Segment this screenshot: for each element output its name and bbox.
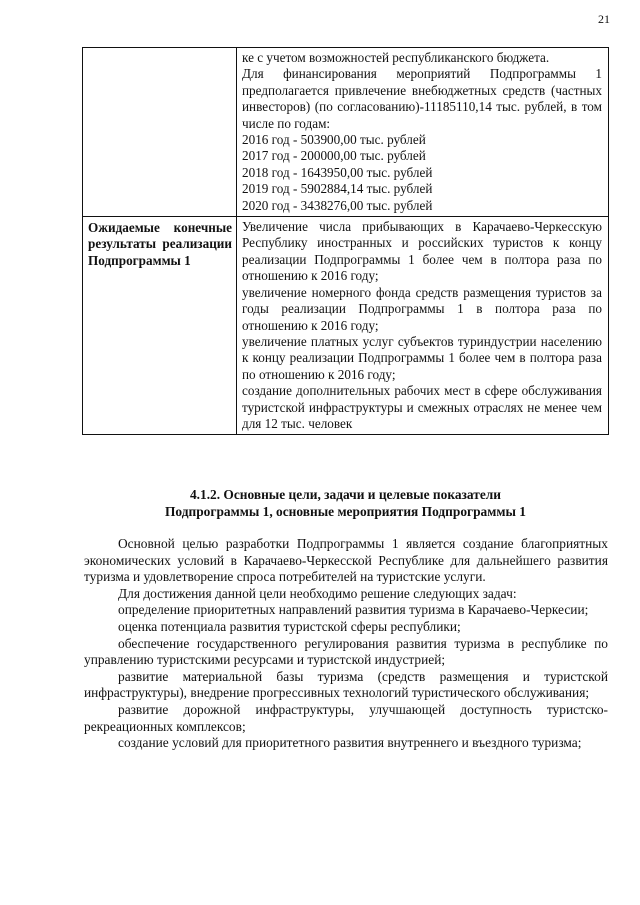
paragraph: Для достижения данной цели необходимо решение следующих задач:	[118, 585, 517, 601]
funding-text-line: Для финансирования мероприятий Подпрограммы 1 предполагается привлечение внебюджетных средств (частных инвесторов) (по согласованию)-11185110,14 тыс. рублей, в том числе по годам:	[242, 66, 602, 131]
paragraph: Основной целью разработки Подпрограммы 1 является создание благоприятных экономических условий в Карачаево-Черкесской Республике для дальнейшего развития туризма и удовлетворение спроса потребителей на туристские услуги.	[84, 536, 608, 585]
table-cell-label	[83, 48, 237, 217]
task-item: создание условий для приоритетного развития внутреннего и въездного туризма;	[118, 735, 582, 751]
section-heading	[82, 486, 609, 520]
row-label	[83, 48, 236, 51]
funding-year-line: 2016 год - 503900,00 тыс. рублей	[242, 132, 426, 148]
table-cell-content	[237, 48, 609, 217]
table-cell-content	[237, 217, 609, 435]
table-row	[83, 217, 609, 435]
task-item: развитие материальной базы туризма (средств размещения и туристской инфраструктуры), внедрение прогрессивных технологий туристического обслуживания;	[84, 668, 608, 701]
task-item: обеспечение государственного регулирования развития туризма в республике по управлению туристскими ресурсами и туристской индустрией;	[84, 635, 608, 668]
funding-year-line: 2017 год - 200000,00 тыс. рублей	[242, 148, 426, 164]
expected-result-item: Увеличение числа прибывающих в Карачаево-Черкесскую Республику иностранных и российских туристов к концу реализации Подпрограммы 1 более чем в полтора раза по отношению к 2016 году;	[242, 219, 602, 284]
subprogram-passport-table	[82, 47, 609, 435]
page-number: 21	[598, 12, 610, 26]
expected-result-item: создание дополнительных рабочих мест в сфере обслуживания туристской инфраструктуры и смежных отраслях не менее чем для 12 тыс. человек	[242, 383, 602, 431]
section-heading-line: 4.1.2. Основные цели, задачи и целевые показатели	[189, 487, 502, 502]
task-item: определение приоритетных направлений развития туризма в Карачаево-Черкесии;	[118, 602, 589, 618]
funding-year-line: 2020 год - 3438276,00 тыс. рублей	[242, 197, 433, 213]
task-item: развитие дорожной инфраструктуры, улучшающей доступность туристско-рекреационных комплексов;	[84, 701, 608, 734]
funding-year-line: 2018 год - 1643950,00 тыс. рублей	[242, 164, 433, 180]
section-body	[84, 536, 608, 752]
expected-result-item: увеличение платных услуг субъектов туриндустрии населению к концу реализации Подпрограммы 1 более чем в полтора раза по отношению к 2016 году;	[242, 333, 602, 382]
section-heading-line: Подпрограммы 1, основные мероприятия Подпрограммы 1	[165, 504, 526, 519]
funding-text-line: ке с учетом возможностей республиканского бюджета.	[242, 50, 550, 65]
expected-result-item: увеличение номерного фонда средств размещения туристов за годы реализации Подпрограммы 1 в полтора раза по отношению к 2016 году;	[242, 284, 602, 333]
funding-year-line: 2019 год - 5902884,14 тыс. рублей	[242, 181, 433, 197]
table-cell-label	[83, 217, 237, 435]
table-row	[83, 48, 609, 217]
row-label-expected-results: Ожидаемые конечные результаты реализации Подпрограммы 1	[88, 220, 232, 268]
task-item: оценка потенциала развития туристской сферы республики;	[118, 618, 461, 634]
